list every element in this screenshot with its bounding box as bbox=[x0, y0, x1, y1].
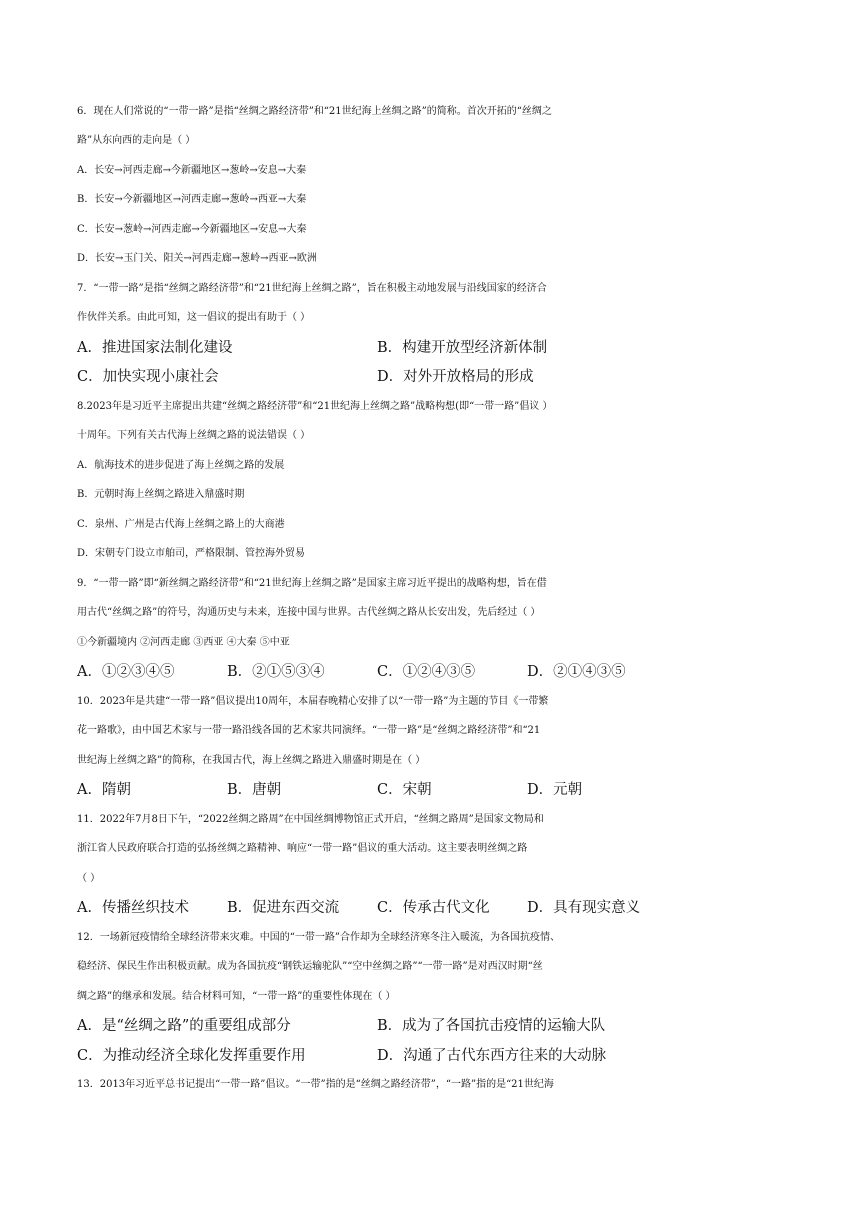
question-10-option-d: D．元朝 bbox=[527, 782, 583, 798]
question-11-option-d: D．具有现实意义 bbox=[527, 900, 641, 916]
question-10-option-c: C．宋朝 bbox=[377, 782, 432, 798]
question-10-option-a: A．隋朝 bbox=[77, 782, 131, 798]
question-11-option-c: C．传承古代文化 bbox=[377, 900, 490, 916]
question-6-stem: 6．现在人们常说的“一带一路”是指“丝绸之路经济带”和“21世纪海上丝绸之路”的简称。首次开拓的“丝绸之 bbox=[77, 106, 552, 117]
question-7-option-a: A．推进国家法制化建设 bbox=[77, 340, 233, 356]
question-9-option-d: D．②①④③⑤ bbox=[527, 664, 626, 680]
question-9-option-a: A．①②③④⑤ bbox=[77, 664, 175, 680]
question-12-option-d: D．沟通了古代东西方往来的大动脉 bbox=[377, 1048, 607, 1064]
question-8-option-b: B．元朝时海上丝绸之路进入鼎盛时期 bbox=[77, 489, 245, 500]
question-6-option-b: B．长安→今新疆地区→河西走廊→葱岭→西亚→大秦 bbox=[77, 194, 307, 205]
question-12-stem-cont: 稳经济、保民生作出积极贡献。成为各国抗疫“钢铁运输驼队”“空中丝绸之路”“一带一路”是对西汉时期“丝 bbox=[77, 961, 543, 972]
question-12-option-a: A．是“丝绸之路”的重要组成部分 bbox=[77, 1018, 291, 1034]
question-10-stem-cont: 花一路歌》，由中国艺术家与一带一路沿线各国的艺术家共同演绎。“一带一路”是“丝绸之路经济带”和“21 bbox=[77, 725, 541, 736]
question-6-option-a: A．长安→河西走廊→今新疆地区→葱岭→安息→大秦 bbox=[77, 165, 307, 176]
question-8-option-a: A．航海技术的进步促进了海上丝绸之路的发展 bbox=[77, 460, 285, 471]
question-13-stem: 13．2013年习近平总书记提出“一带一路”倡议。“一带”指的是“丝绸之路经济带”，“一路”指的是“21世纪海 bbox=[77, 1079, 554, 1090]
question-11-stem-cont2: （ ） bbox=[77, 873, 101, 884]
question-8-option-c: C．泉州、广州是古代海上丝绸之路上的大商港 bbox=[77, 519, 285, 530]
question-9-stem: 9．“一带一路”即“新丝绸之路经济带”和“21世纪海上丝绸之路”是国家主席习近平提出的战略构想，旨在借 bbox=[77, 578, 547, 589]
question-10-option-b: B．唐朝 bbox=[227, 782, 282, 798]
question-7-option-b: B．构建开放型经济新体制 bbox=[377, 340, 548, 356]
question-7-stem: 7．“一带一路”是指“丝绸之路经济带”和“21世纪海上丝绸之路”，旨在积极主动地发展与沿线国家的经济合 bbox=[77, 283, 547, 294]
question-6-option-c: C．长安→葱岭→河西走廊→今新疆地区→安息→大秦 bbox=[77, 224, 307, 235]
question-12-option-b: B．成为了各国抗击疫情的运输大队 bbox=[377, 1018, 606, 1034]
question-8-stem: 8.2023年是习近平主席提出共建“丝绸之路经济带”和“21世纪海上丝绸之路”战略构想(即“一带一路”倡议 ） bbox=[77, 401, 553, 412]
question-9-stem-cont: 用古代“丝绸之路”的符号，沟通历史与未来，连接中国与世界。古代丝绸之路从长安出发，先后经过（ ） bbox=[77, 607, 541, 618]
question-6-stem-cont: 路”从东向西的走向是（ ） bbox=[77, 135, 196, 146]
question-7-option-d: D．对外开放格局的形成 bbox=[377, 369, 534, 385]
question-12-stem: 12．一场新冠疫情给全球经济带来灾难。中国的“一带一路”合作却为全球经济寒冬注入暖流，为各国抗疫情、 bbox=[77, 932, 560, 943]
question-11-stem: 11．2022年7月8日下午，“2022丝绸之路周”在中国丝绸博物馆正式开启，“丝绸之路周”是国家文物局和 bbox=[77, 814, 544, 825]
question-7-stem-cont: 作伙伴关系。由此可知，这一倡议的提出有助于（ ） bbox=[77, 312, 311, 323]
question-11-stem-cont: 浙江省人民政府联合打造的弘扬丝绸之路精神、响应“一带一路”倡议的重大活动。这主要表明丝绸之路 bbox=[77, 843, 528, 854]
question-11-option-a: A．传播丝织技术 bbox=[77, 900, 189, 916]
question-8-stem-cont: 十周年。下列有关古代海上丝绸之路的说法错误（ ） bbox=[77, 430, 311, 441]
question-12-stem-cont2: 绸之路”的继承和发展。结合材料可知，“一带一路”的重要性体现在（ ） bbox=[77, 991, 396, 1002]
question-11-option-b: B．促进东西交流 bbox=[227, 900, 340, 916]
question-10-stem-cont2: 世纪海上丝绸之路”的简称，在我国古代，海上丝绸之路进入鼎盛时期是在（ ） bbox=[77, 755, 426, 766]
question-9-option-b: B．②①⑤③④ bbox=[227, 664, 325, 680]
question-10-stem: 10．2023年是共建“一带一路”倡议提出10周年，本届春晚精心安排了以“一带一路”为主题的节目《一带繁 bbox=[77, 696, 549, 707]
question-9-items: ①今新疆境内 ②河西走廊 ③西亚 ④大秦 ⑤中亚 bbox=[77, 637, 290, 648]
question-8-option-d: D．宋朝专门设立市舶司，严格限制、管控海外贸易 bbox=[77, 548, 306, 559]
question-6-option-d: D．长安→玉门关、阳关→河西走廊→葱岭→西亚→欧洲 bbox=[77, 253, 317, 264]
question-12-option-c: C．为推动经济全球化发挥重要作用 bbox=[77, 1048, 306, 1064]
question-9-option-c: C．①②④③⑤ bbox=[377, 664, 476, 680]
question-7-option-c: C．加快实现小康社会 bbox=[77, 369, 219, 385]
